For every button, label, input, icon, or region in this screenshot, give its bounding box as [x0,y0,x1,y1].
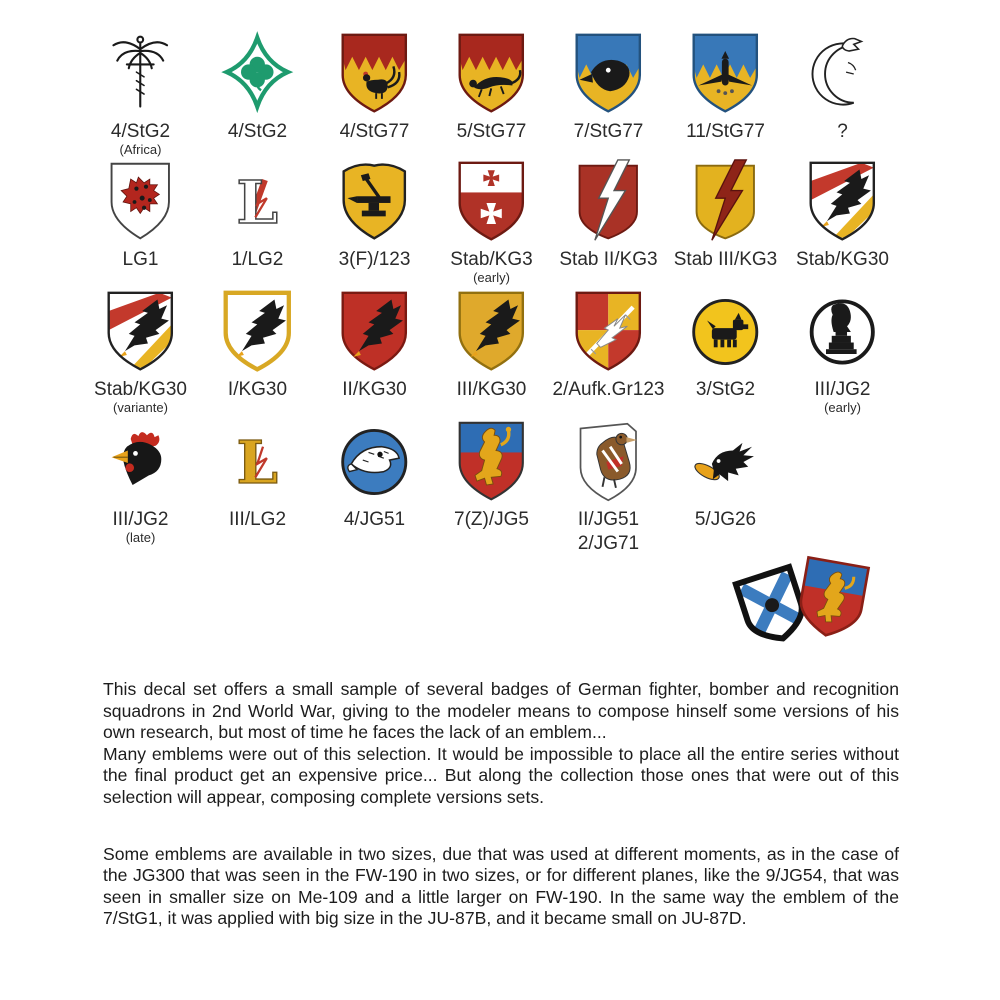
badge-label: 5/JG26 [694,509,757,530]
badge-label: 3/StG2 [695,379,756,400]
badge-5-jg26 [667,418,784,554]
lion-shield-small-icon [786,550,880,651]
rooster-shield-icon [336,30,413,118]
diving-eagle-red-shield-icon [336,288,413,376]
scottie-dog-disc-icon [687,288,764,376]
diving-eagle-yellow-shield-icon [453,288,530,376]
badge-label: Stab II/KG3 [559,249,658,270]
badge-iii-jg2-late [82,418,199,554]
badge-label: II/KG30 [342,379,407,400]
badge-2-aufk-gr123 [550,288,667,415]
badge-label: Stab/KG30 [94,379,187,400]
badge-label: III/LG2 [228,509,287,530]
lightning-yellow-shield-icon [687,158,764,246]
badge-11stg77 [667,30,784,157]
cross-shield-icon [453,158,530,246]
badge-label: III/JG2 [112,509,169,530]
lightning-red-shield-icon [570,158,647,246]
badge-label: 5/StG77 [456,121,527,142]
badge-sublabel: (early) [824,400,861,415]
diving-eagle-striped-shield-icon [804,158,881,246]
anvil-shield-icon [336,158,413,246]
badge-label2: 2/JG71 [577,533,640,554]
badge-7stg77 [550,30,667,157]
badge-iii-lg2 [199,418,316,554]
badge-4stg77 [316,30,433,157]
badge-label: I/KG30 [227,379,288,400]
badge-label: 7/StG77 [573,121,644,142]
badge-label: 4/StG77 [339,121,410,142]
badge-label: 3(F)/123 [338,249,411,270]
badge-iii-kg30 [433,288,550,415]
badge-label: III/KG30 [456,379,527,400]
badge-label: 4/StG2 [227,121,288,142]
badge-4stg2-africa [82,30,199,157]
badge-label: Stab III/KG3 [673,249,778,270]
eagle-head-disc-icon [336,418,413,506]
badge-ii-kg30 [316,288,433,415]
badge-sublabel: (late) [125,530,156,545]
badge-label: 1/LG2 [231,249,284,270]
badge-3f123 [316,158,433,285]
badge-sublabel: (early) [473,270,510,285]
badge-1lg2 [199,158,316,285]
badge-row-2 [82,158,901,285]
badge-row-1 [82,30,901,157]
letter-l-white-icon [219,158,296,246]
badge-row-4 [82,418,784,554]
panther-shield-icon [453,30,530,118]
diving-eagle-striped-shield-icon [102,288,179,376]
badge-row-3 [82,288,901,415]
badge-sublabel: (Africa) [119,142,162,157]
svg-text:L: L [236,427,279,498]
badge-label: 4/StG2 [110,121,171,142]
badge-label: 2/Aufk.Gr123 [552,379,665,400]
badge-stab-iii-kg3 [667,158,784,285]
palm-sword-icon [102,30,179,118]
badge-lg1 [82,158,199,285]
badge-label: 11/StG77 [686,121,765,142]
description-text [103,679,899,930]
letter-l-gold-icon [219,418,296,506]
lion-shield-icon [453,418,530,506]
clover-diamond-icon [219,30,296,118]
badge-5stg77 [433,30,550,157]
rooster-head-icon [102,418,179,506]
raven-icon [687,418,764,506]
badge-7z-jg5 [433,418,550,554]
badge-i-kg30 [199,288,316,415]
badge-stab-kg30 [784,158,901,285]
paragraph-3: Some emblems are available in two sizes, due that was used at different moments, as in the case of the JG300 that was seen in the FW-190 in two sizes, or for different planes, like the 9/JG54, that was seen in smaller size on Me-109 and a little larger on FW-190. In the same way the emblem of the 7/StG1, it was applied with big size in the JU-87B, and it became small on JU-87D. [103,843,899,929]
svg-text:L: L [236,167,279,238]
badge-4-jg51 [316,418,433,554]
badge-label: 7(Z)/JG5 [454,509,529,530]
badge-unknown [784,30,901,157]
badge-label: LG1 [122,249,159,270]
badge-label: Stab/KG30 [796,249,889,270]
badge-label: II/JG51 [577,509,640,530]
badge-ii-jg51 [550,418,667,554]
bird-quartered-shield-icon [570,288,647,376]
footer-shield-pair [737,556,897,656]
eagle-head-shield-icon [570,30,647,118]
badge-3stg2 [667,288,784,415]
badge-4stg2 [199,30,316,157]
badge-label: 4/JG51 [343,509,406,530]
badge-stab-ii-kg3 [550,158,667,285]
paragraph-1: This decal set offers a small sample of several badges of German fighter, bomber and recognition squadrons in 2nd World War, giving to the modeler means to compose hinself some versions of his own research, but most of time he faces the lack of an emblem... [103,679,899,743]
paragraph-2: Many emblems were out of this selection. It would be impossible to place all the entire series without the final product get an expensive price... But along the collection those ones that were out of this selection will appear, composing complete versions sets. [103,743,899,807]
badge-label: ? [837,121,848,142]
badge-sublabel: (variante) [113,400,168,415]
bird-figure-shield-icon [570,418,647,506]
diving-eagle-white-shield-icon [219,288,296,376]
badge-label: Stab/KG3 [450,249,533,270]
winged-bomb-shield-icon [687,30,764,118]
bust-disc-icon [804,288,881,376]
badge-stab-kg3 [433,158,550,285]
badge-iii-jg2-early [784,288,901,415]
badge-stab-kg30-variante [82,288,199,415]
badge-label: III/JG2 [814,379,871,400]
griffin-shield-icon [102,158,179,246]
crescent-bird-icon [804,30,881,118]
